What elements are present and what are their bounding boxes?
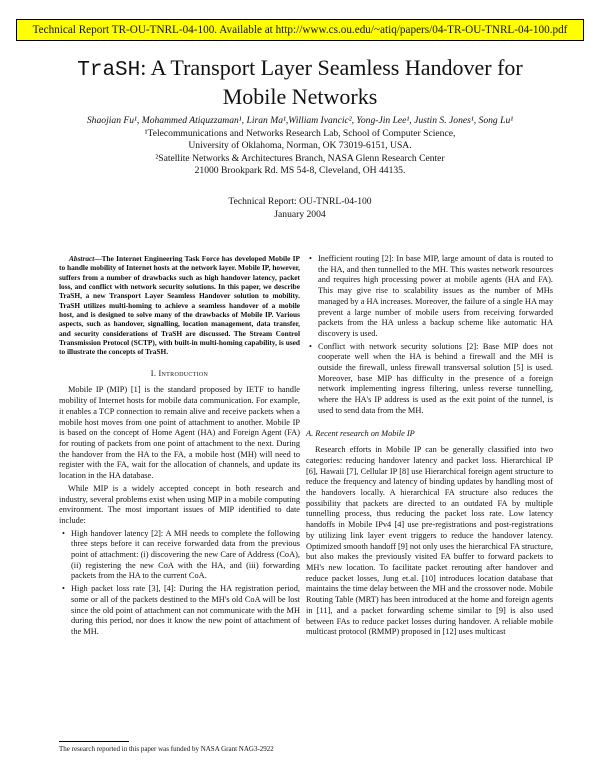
affiliation-1-line2: University of Oklahoma, Norman, OK 73019-6151, USA.	[188, 140, 412, 151]
subsection-heading-recent-research: A. Recent research on Mobile IP	[306, 428, 415, 438]
availability-banner: Technical Report TR-OU-TNRL-04-100. Available at http://www.cs.ou.edu/~atiq/papers/04-TR-OU-TNRL-04-100.pdf	[16, 19, 584, 41]
recent-research-paragraph: Research efforts in Mobile IP can be generally classified into two categories: reducing handover latency and packet loss. Hierarchical IP [6], Hawaii [7], Cellular IP [8] use Hierarchical foreign agent structure to reduce the frequency and latency of binding updates by handling most of the handovers locally. A hierarchical FA structure also reduces the possibility that packets are directed to an outdated FA by multiple tunnelling process, thus reducing the packet loss rate. Low latency handoffs in Mobile IPv4 [4] use pre-registrations and post-registrations by utilizing link layer event triggers to reduce the handover latency. Optimized smooth handoff [9] not only uses the hierarchical FA structure, but also makes the previously visited FA buffer to forward packets to MH's new location. To facilitate packet rerouting after handover and reduce packet losses, Jung et.al. [10] introduces location database that maintains the time delay between the MH and the crossover node. Mobile Routing Table (MRT) has been introduced at the home and foreign agents in [11], and a packet forwarding scheme similar to [9] is also used between FAs to reduce packet losses during handover. A reliable mobile multicast protocol (RMMP) proposed in [12] uses multicast	[306, 445, 553, 637]
abstract	[59, 254, 300, 357]
bullet-item: • High handover latency [2]: A MH needs to complete the following three steps before it can receive forwarded data from the previous point of attachment: (i) discovering the new Care of Address (CoA), (ii) registering the new CoA with the HA, and (iii) forwarding packets from the HA to the current CoA.	[71, 529, 300, 583]
intro-paragraph-1: Mobile IP (MIP) [1] is the standard proposed by IETF to handle mobility of Internet hosts for mobile data communication. For example, it enables a TCP connection to remain alive and receive packets when a mobile host moves from one point of attachment to another. Mobile IP is based on the concept of Home Agent (HA) and Foreign Agent (FA) for routing of packets from one point of attachment to the next. During the handover from the HA to the FA, a mobile host (MH) will need to register with the FA, wait for the allocation of channels, and update its location in the HA database.	[59, 385, 300, 481]
report-number: Technical Report: OU-TNRL-04-100	[228, 196, 372, 207]
section-heading-introduction: I. Introduction	[150, 368, 209, 378]
title-system-name: TraSH	[77, 59, 141, 82]
affiliation-2-line1: ²Satellite Networks & Architectures Branch, NASA Glenn Research Center	[155, 152, 445, 164]
bullet-item: • High packet loss rate [3], [4]: During the HA registration period, some or all of the packets destined to the MH's old CoA will be lost since the old point of attachment can not communicate with the MH during this period, nor does it know the new point of attachment of the MH.	[71, 584, 300, 638]
left-column	[59, 254, 300, 638]
bullet-item: • Inefficient routing [2]: In base MIP, large amount of data is routed to the HA, and then tunnelled to the MH. This wastes network resources and requires high processing power at mobile agents (HA and FA). This may give rise to scalability issues as the number of MHs managed by a HA increases. Moreover, the failure of a single HA may prevent a large number of mobile users from receiving forwarded packets from the HA unless a backup scheme like automatic HA discovery is used.	[318, 254, 553, 340]
intro-paragraph-2: While MIP is a widely accepted concept in both research and industry, several problems exist when using MIP in a mobile computing environment. The most important issues of MIP identified to date include:	[59, 483, 300, 525]
title-line1-rest: : A Transport Layer Seamless Handover for	[140, 55, 523, 80]
paper-title	[0, 55, 600, 110]
right-column	[306, 254, 553, 638]
affiliation-1-line1: ¹Telecommunications and Networks Research Lab, School of Computer Science,	[144, 127, 456, 139]
report-info	[0, 196, 600, 221]
abstract-text: —The Internet Engineering Task Force has developed Mobile IP to handle mobility of Internet hosts at the network layer. Mobile IP, however, suffers from a number of drawbacks such as high handover latency, packet loss, and conflict with network security solutions. In this paper, we describe TraSH, a new Transport Layer Seamless Handover solution to mobility. TraSH utilizes multi-homing to achieve a seamless handover of a mobile host, and is designed to solve many of the drawbacks of Mobile IP. Various aspects, such as handover, signalling, location management, data transfer, and security considerations of TraSH are discussed. The Stream Control Transmission Protocol (SCTP), with built-in multi-homing capability, is used to illustrate the concepts of TraSH.	[59, 254, 300, 357]
report-date: January 2004	[274, 208, 326, 220]
author-names: Shaojian Fu¹, Mohammed Atiquzzaman¹, Liran Ma¹,William Ivancic², Yong-Jin Lee¹, Justin S. Jones¹, Song Lu¹	[86, 115, 514, 126]
title-line2: Mobile Networks	[222, 84, 378, 109]
abstract-label: Abstract	[69, 254, 95, 263]
funding-footnote: The research reported in this paper was funded by NASA Grant NAG3-2922	[59, 741, 300, 754]
bullet-item: • Conflict with network security solutions [2]: Base MIP does not cooperate well when the HA is behind a firewall and the MH is outside the firewall, unless firewall transversal solution [5] is used. Moreover, base MIP has difficulty in the presence of a foreign network implementing ingress filtering, unless reverse tunnelling, where the HA's IP address is used as the exit point of the tunnel, is used to send data from the MH.	[318, 342, 553, 417]
author-block	[20, 115, 580, 178]
affiliation-2-line2: 21000 Brookpark Rd. MS 54-8, Cleveland, OH 44135.	[194, 165, 406, 176]
